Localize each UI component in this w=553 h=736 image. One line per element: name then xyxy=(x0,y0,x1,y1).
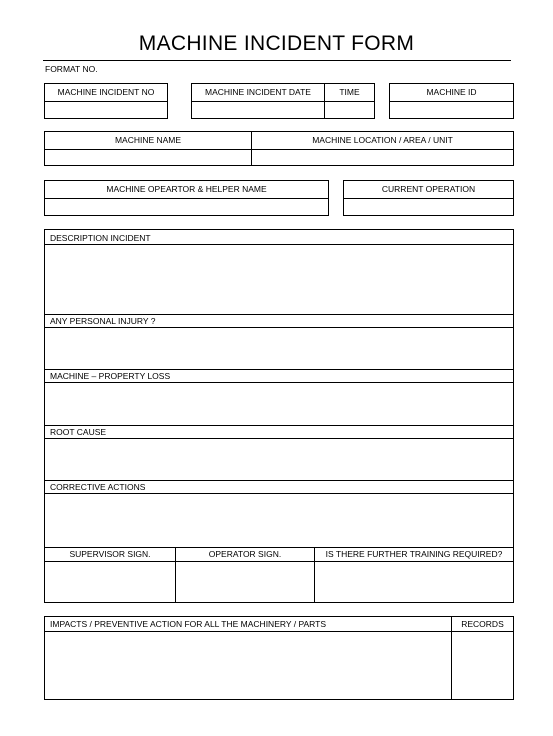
time-label: TIME xyxy=(339,87,360,97)
format-no-label: FORMAT NO. xyxy=(45,64,98,74)
operator-sign-label: OPERATOR SIGN. xyxy=(208,549,282,559)
incident-details-box xyxy=(44,229,514,603)
personal-injury-field[interactable] xyxy=(45,328,513,369)
corrective-actions-label: CORRECTIVE ACTIONS xyxy=(50,482,146,492)
incident-no-box xyxy=(44,83,168,119)
description-label: DESCRIPTION INCIDENT xyxy=(50,233,151,243)
records-field[interactable] xyxy=(452,632,513,699)
supervisor-sign-label: SUPERVISOR SIGN. xyxy=(69,549,151,559)
property-loss-field[interactable] xyxy=(45,383,513,425)
training-required-field[interactable] xyxy=(315,562,513,602)
records-label: RECORDS xyxy=(461,619,504,629)
root-cause-field[interactable] xyxy=(45,439,513,480)
machine-location-label: MACHINE LOCATION / AREA / UNIT xyxy=(312,135,453,145)
machine-id-box xyxy=(389,83,514,119)
impacts-label: IMPACTS / PREVENTIVE ACTION FOR ALL THE MACHINERY / PARTS xyxy=(50,619,326,629)
current-operation-label: CURRENT OPERATION xyxy=(381,184,476,194)
root-cause-label: ROOT CAUSE xyxy=(50,427,107,437)
description-field[interactable] xyxy=(45,245,513,314)
incident-date-field[interactable] xyxy=(192,102,324,118)
current-operation-box xyxy=(343,180,514,216)
operator-name-label: MACHINE OPEARTOR & HELPER NAME xyxy=(106,184,267,194)
machine-id-label: MACHINE ID xyxy=(426,87,477,97)
current-operation-field[interactable] xyxy=(344,199,513,215)
machine-name-location-box xyxy=(44,131,514,166)
impacts-records-box xyxy=(44,616,514,700)
corrective-actions-field[interactable] xyxy=(45,494,513,547)
incident-date-time-box xyxy=(191,83,375,119)
time-field[interactable] xyxy=(325,102,374,118)
incident-date-label: MACHINE INCIDENT DATE xyxy=(205,87,311,97)
form-title: MACHINE INCIDENT FORM xyxy=(138,32,415,55)
supervisor-sign-field[interactable] xyxy=(45,562,175,602)
title-rule xyxy=(43,60,511,61)
operator-name-box xyxy=(44,180,329,216)
operator-name-field[interactable] xyxy=(45,199,328,215)
property-loss-label: MACHINE – PROPERTY LOSS xyxy=(50,371,171,381)
machine-id-field[interactable] xyxy=(390,102,513,118)
machine-location-field[interactable] xyxy=(252,150,513,165)
incident-no-label: MACHINE INCIDENT NO xyxy=(57,87,155,97)
incident-no-field[interactable] xyxy=(45,102,167,118)
personal-injury-label: ANY PERSONAL INJURY ? xyxy=(50,316,156,326)
machine-name-field[interactable] xyxy=(45,150,251,165)
impacts-field[interactable] xyxy=(45,632,451,699)
machine-name-label: MACHINE NAME xyxy=(114,135,182,145)
training-required-label: IS THERE FURTHER TRAINING REQUIRED? xyxy=(325,549,503,559)
operator-sign-field[interactable] xyxy=(176,562,314,602)
